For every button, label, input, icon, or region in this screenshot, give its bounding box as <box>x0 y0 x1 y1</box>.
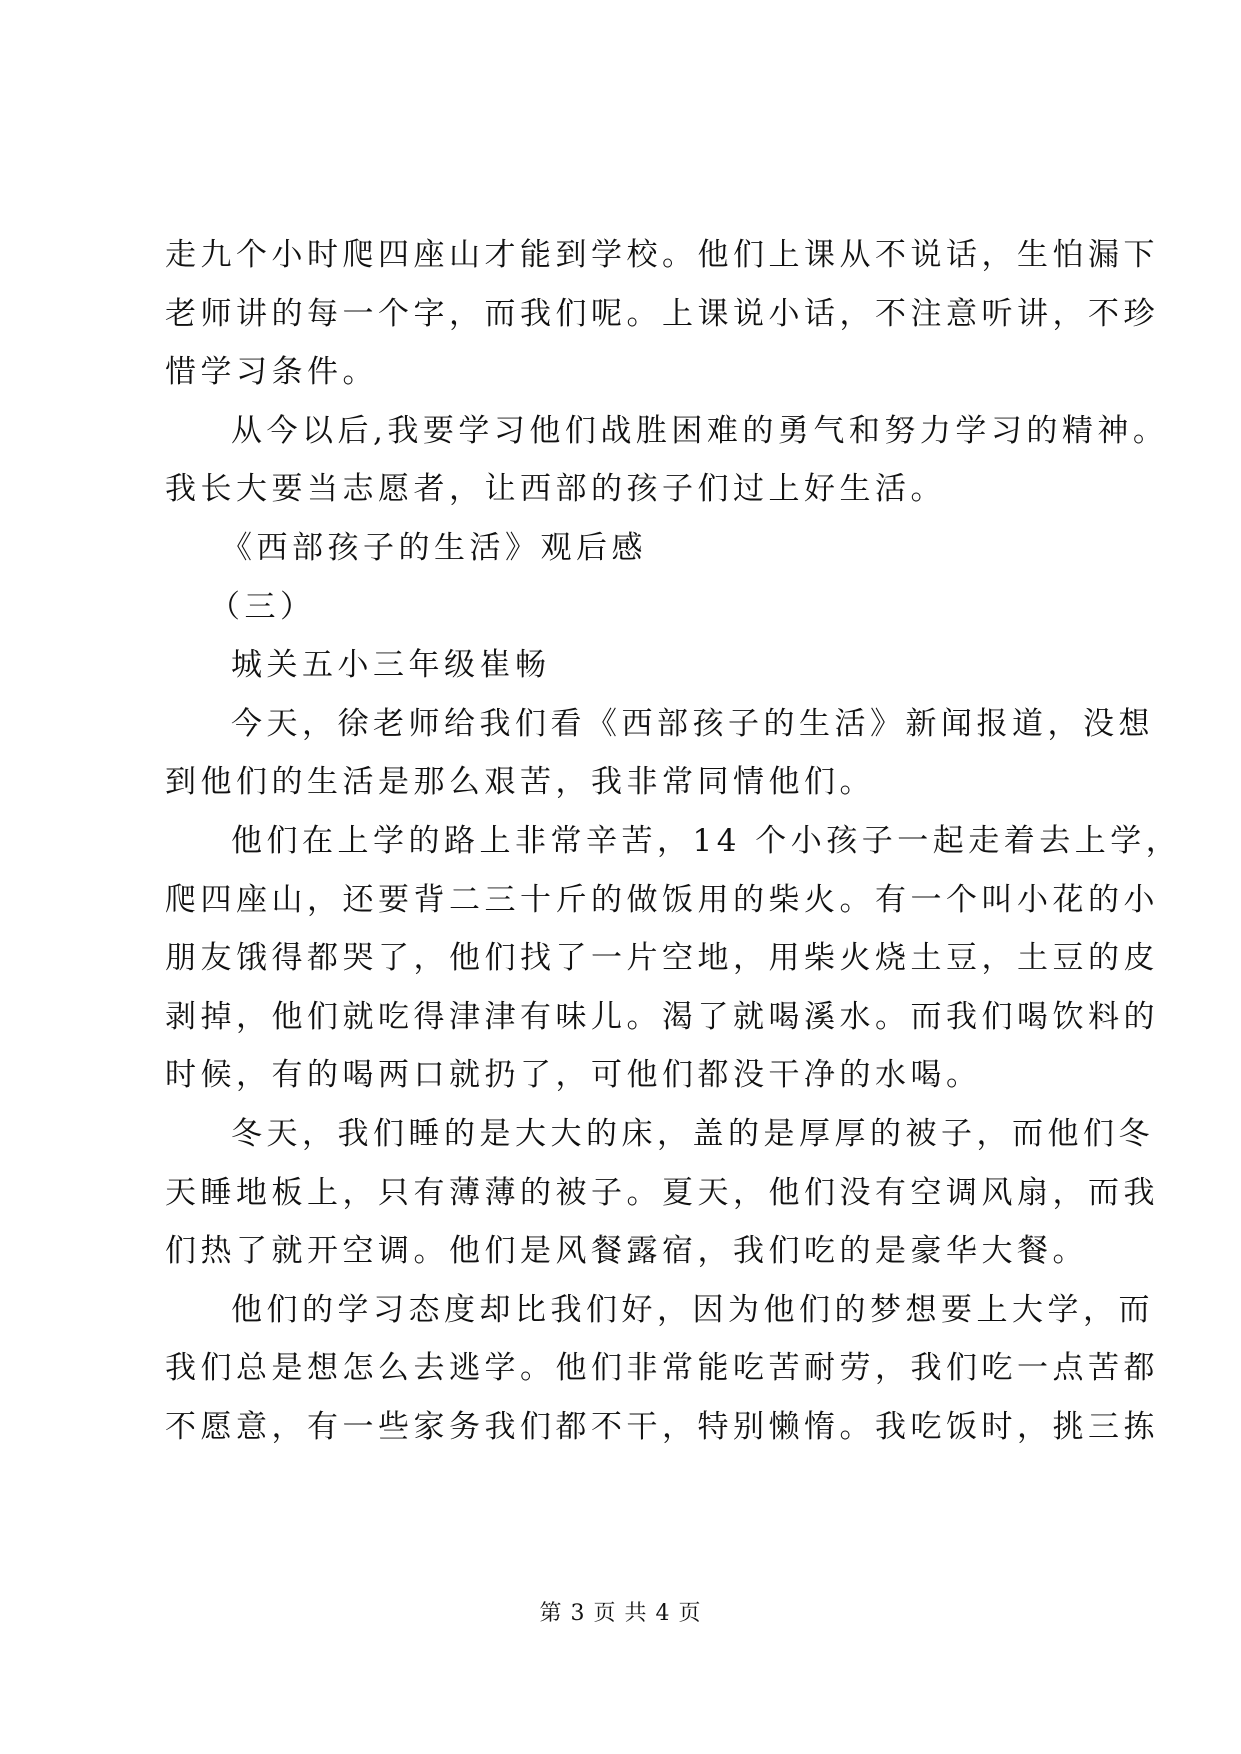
page-footer: 第 3 页 共 4 页 <box>539 1601 702 1626</box>
text-line: 爬四座山，还要背二三十斤的做饭用的柴火。有一个叫小花的小 <box>165 881 1159 918</box>
text-line: 惜学习条件。 <box>165 354 378 391</box>
text-line: 走九个小时爬四座山才能到学校。他们上课从不说话，生怕漏下 <box>165 237 1159 273</box>
article-title: 《西部孩子的生活》观后感 <box>221 529 647 566</box>
text-line: 不愿意，有一些家务我们都不干，特别懒惰。我吃饭时，挑三拣 <box>165 1408 1159 1445</box>
text-line: 时候，有的喝两口就扔了，可他们都没干净的水喝。 <box>165 1057 982 1094</box>
text-line: 他们在上学的路上非常辛苦，14 个小孩子一起走着去上学， <box>231 822 1182 859</box>
text-line: 们热了就开空调。他们是风餐露宿，我们吃的是豪华大餐。 <box>165 1233 1088 1270</box>
text-line: 到他们的生活是那么艰苦，我非常同情他们。 <box>165 764 875 801</box>
text-line: 剥掉，他们就吃得津津有味儿。渴了就喝溪水。而我们喝饮料的 <box>165 998 1159 1035</box>
text-line: 他们的学习态度却比我们好，因为他们的梦想要上大学，而 <box>231 1291 1154 1328</box>
text-line: 今天，徐老师给我们看《西部孩子的生活》新闻报道，没想 <box>231 705 1154 742</box>
document-body <box>165 226 1182 1456</box>
text-line: 老师讲的每一个字，而我们呢。上课说小话，不注意听讲，不珍 <box>165 295 1159 332</box>
text-line: 我长大要当志愿者，让西部的孩子们过上好生活。 <box>165 471 946 508</box>
text-line: 我们总是想怎么去逃学。他们非常能吃苦耐劳，我们吃一点苦都 <box>165 1350 1159 1387</box>
text-line: 朋友饿得都哭了，他们找了一片空地，用柴火烧土豆，土豆的皮 <box>165 940 1159 977</box>
text-line: 天睡地板上，只有薄薄的被子。夏天，他们没有空调风扇，而我 <box>165 1174 1159 1211</box>
text-line: 从今以后,我要学习他们战胜困难的勇气和努力学习的精神。 <box>231 412 1169 449</box>
author-line: 城关五小三年级崔畅 <box>231 647 551 684</box>
text-line: 冬天，我们睡的是大大的床，盖的是厚厚的被子，而他们冬 <box>231 1115 1154 1152</box>
section-number: （三） <box>209 588 316 625</box>
